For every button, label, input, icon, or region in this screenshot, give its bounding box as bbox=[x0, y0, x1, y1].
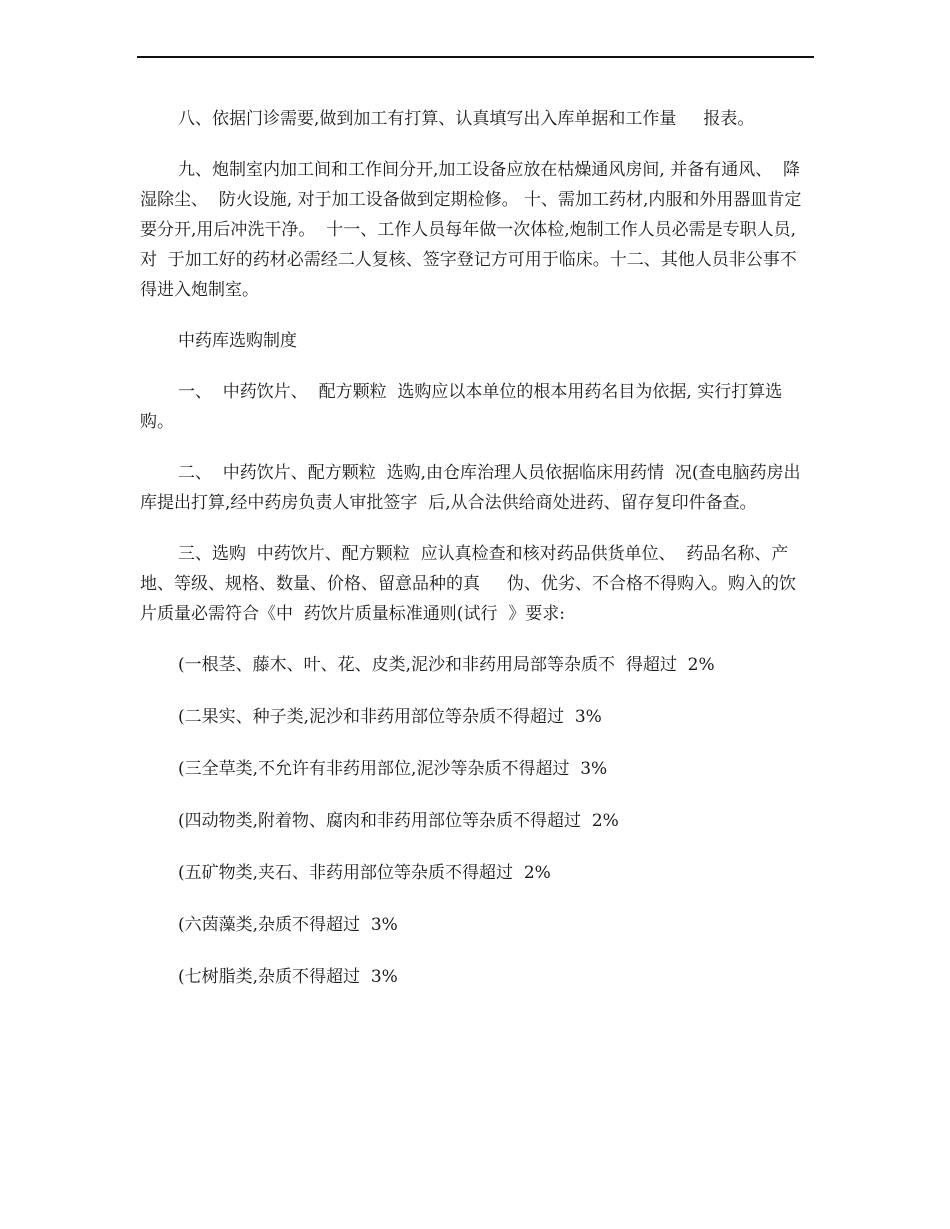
spec-item-animals: (四动物类,附着物、腐肉和非药用部位等杂质不得超过 2% bbox=[178, 811, 619, 831]
spec-item-herbs: (三全草类,不允许有非药用部位,泥沙等杂质不得超过 3% bbox=[178, 759, 608, 779]
section-title-procurement: 中药库选购制度 bbox=[178, 331, 297, 351]
spec-item-minerals: (五矿物类,夹石、非药用部位等杂质不得超过 2% bbox=[178, 863, 551, 883]
spec-item-fruits: (二果实、种子类,泥沙和非药用部位等杂质不得超过 3% bbox=[178, 707, 602, 727]
paragraph-procurement-three: 三、选购 中药饮片、配方颗粒 应认真检查和核对药品供货单位、 药品名称、产地、等级、规格、数量、价格、留意品种的真 伪、优劣、不合格不得购入。购入的饮片质量必需符合《中 药饮片质量标准通则(试行 》要求: bbox=[140, 544, 797, 624]
spec-item-roots: (一根茎、藤木、叶、花、皮类,泥沙和非药用局部等杂质不 得超过 2% bbox=[178, 655, 715, 675]
spec-item-fungi: (六茵藻类,杂质不得超过 3% bbox=[178, 915, 398, 935]
paragraph-procurement-one: 一、 中药饮片、 配方颗粒 选购应以本单位的根本用药名目为依据, 实行打算选购。 bbox=[140, 382, 783, 432]
paragraph-items-nine-to-twelve: 九、炮制室内加工间和工作间分开,加工设备应放在枯燥通风房间, 并备有通风、 降湿除尘、 防火设施, 对于加工设备做到定期检修。 十、需加工药材,内服和外用器皿肯定要分开,用后冲洗干净。 十一、工作人员每年做一次体检,炮制工作人员必需是专职人员,对 于加工好的药材必需经二人复核、签字登记方可用于临床。十二、其他人员非公事不得进入炮制室。 bbox=[140, 160, 802, 300]
header-rule bbox=[137, 56, 814, 58]
paragraph-procurement-two: 二、 中药饮片、配方颗粒 选购,由仓库治理人员依据临床用药情 况(查电脑药房出库提出打算,经中药房负责人审批签字 后,从合法供给商处进药、留存复印件备查。 bbox=[140, 463, 801, 513]
document-body bbox=[140, 104, 810, 1014]
paragraph-item-eight: 八、依据门诊需要,做到加工有打算、认真填写出入库单据和工作量 报表。 bbox=[178, 109, 755, 129]
spec-item-resins: (七树脂类,杂质不得超过 3% bbox=[178, 967, 398, 987]
